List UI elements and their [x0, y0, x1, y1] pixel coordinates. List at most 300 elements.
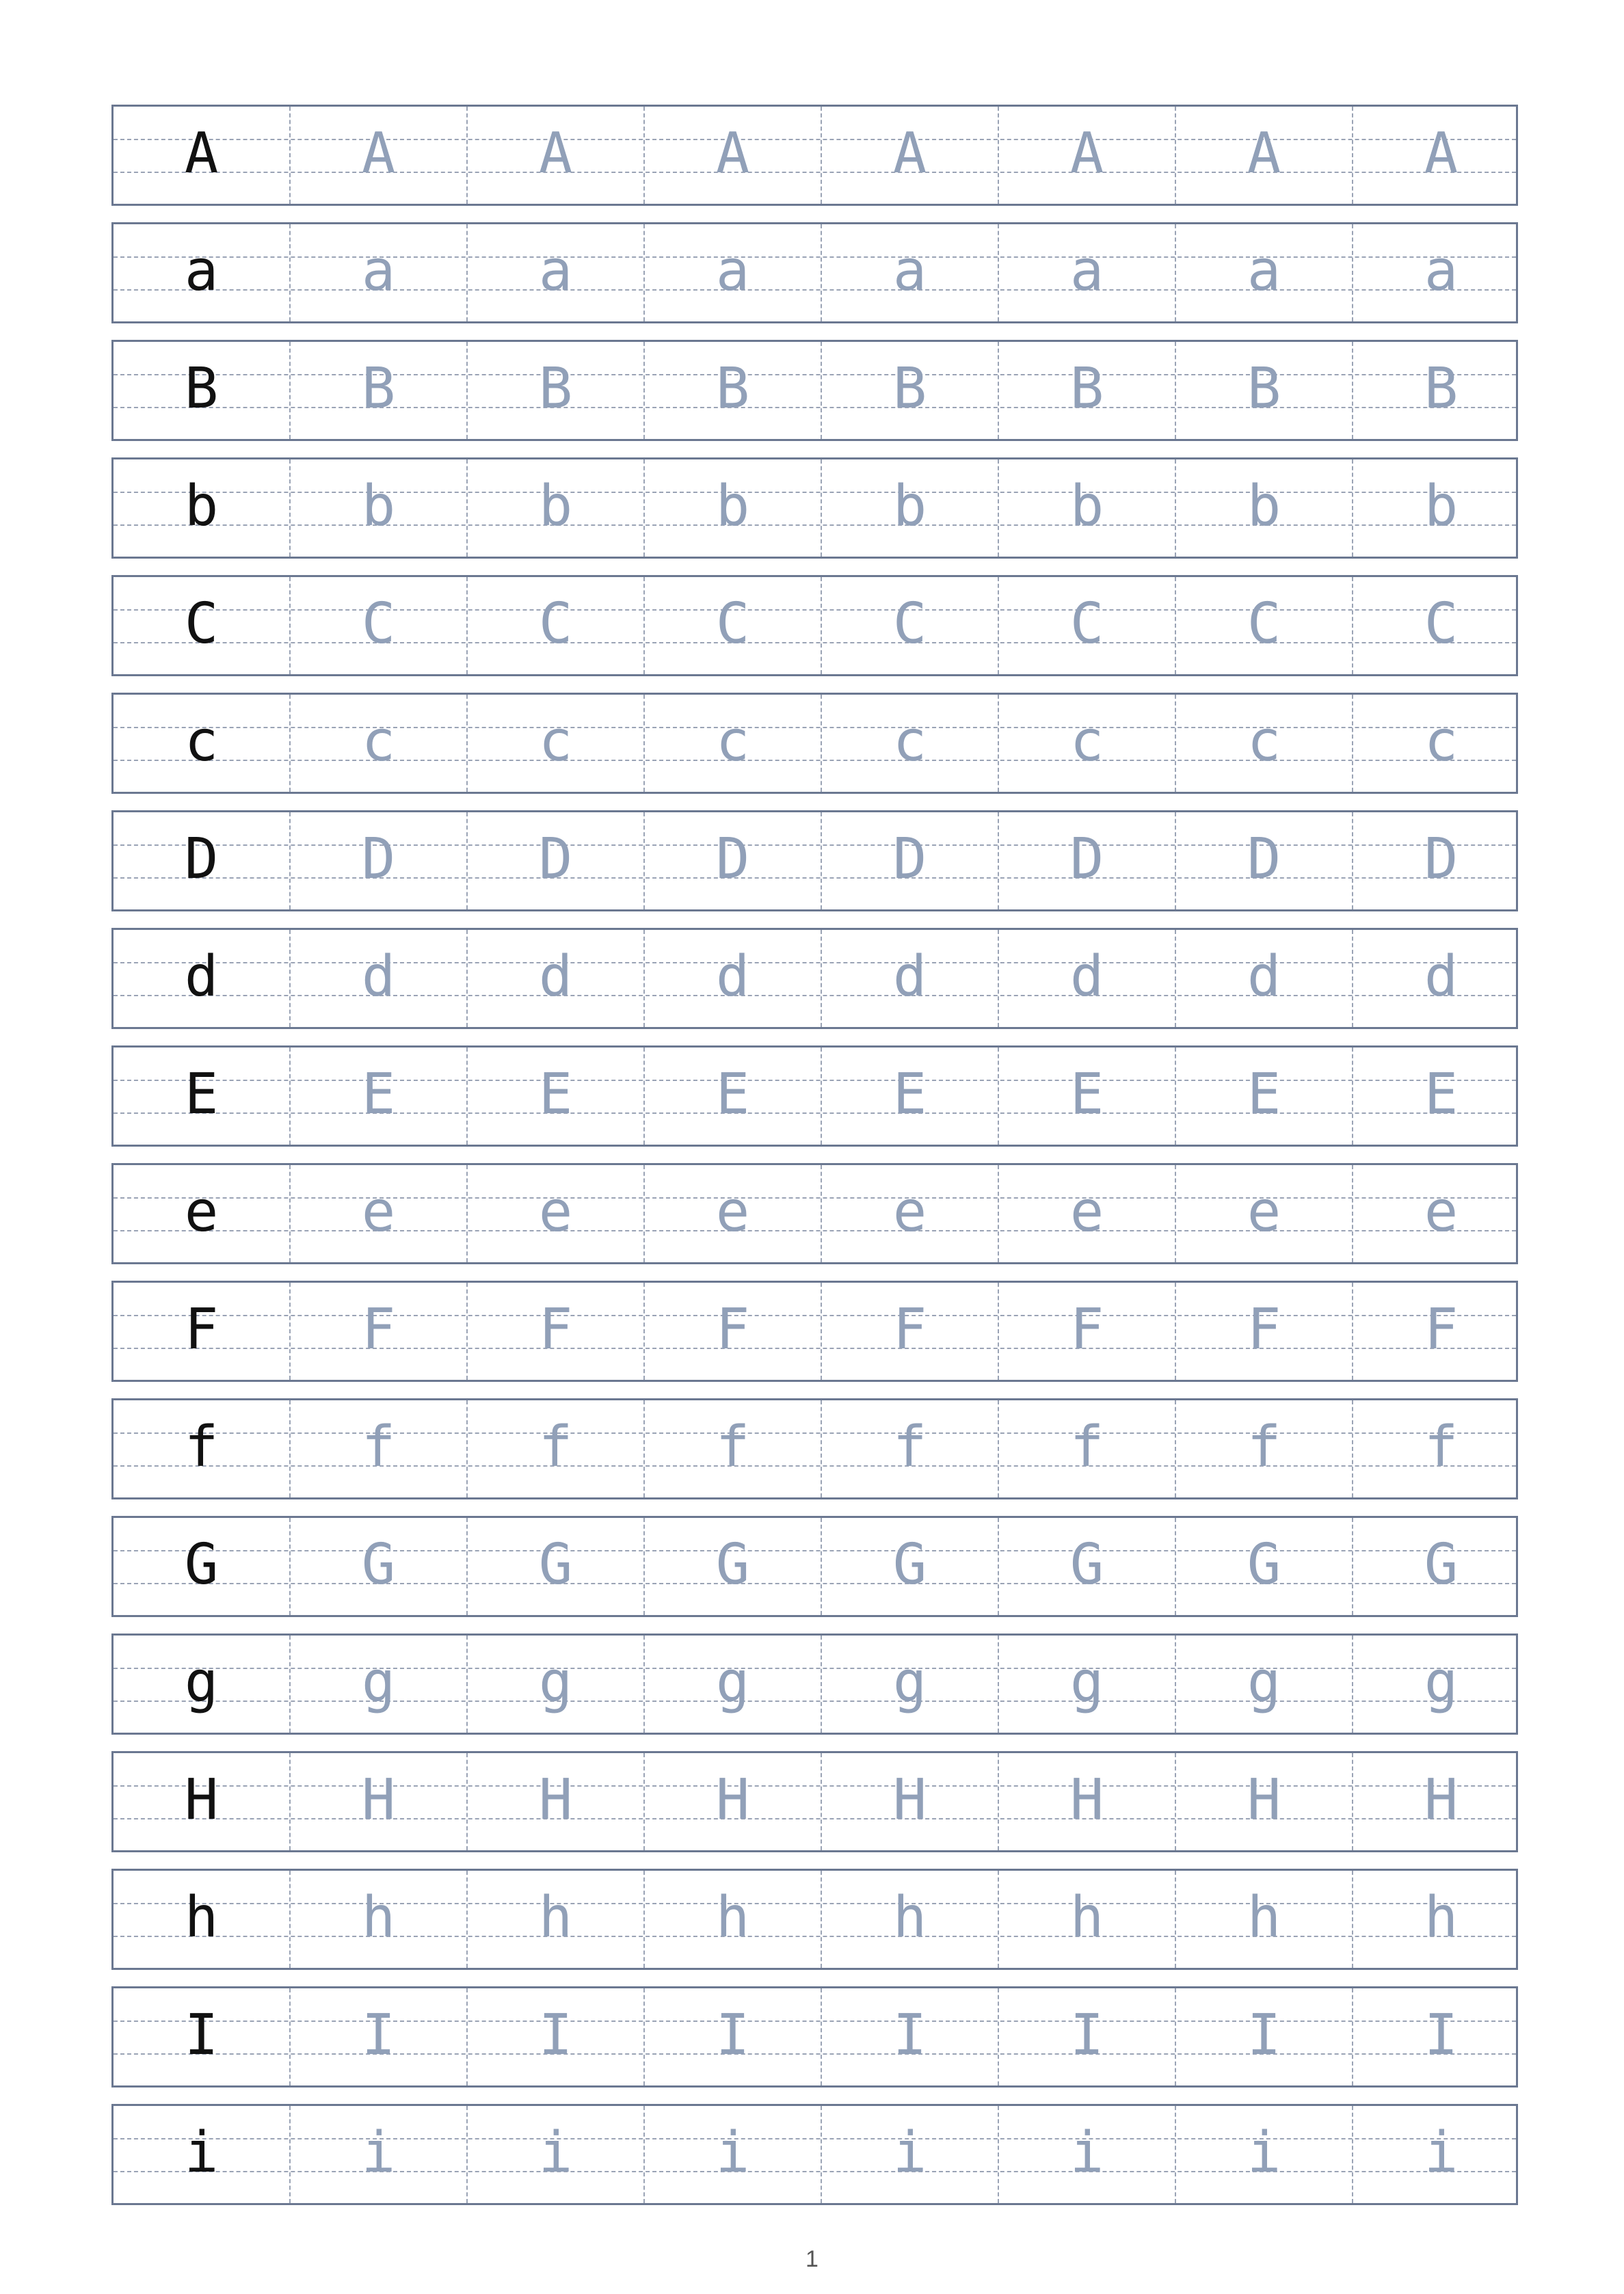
trace-letter: d — [1069, 944, 1104, 1009]
trace-letter: b — [1247, 474, 1281, 539]
model-letter-cell — [114, 2106, 289, 2203]
trace-letter-cell — [643, 577, 821, 674]
trace-letter-cell — [821, 1048, 998, 1145]
trace-letter-cell — [998, 1048, 1175, 1145]
trace-letter-cell — [466, 459, 643, 557]
trace-letter-cell — [466, 1871, 643, 1968]
trace-letter-cell — [1175, 2106, 1352, 2203]
trace-letter-cell — [1175, 930, 1352, 1027]
trace-letter-cell — [289, 930, 466, 1027]
worksheet-row — [111, 340, 1518, 441]
trace-letter: I — [1247, 2003, 1281, 2068]
trace-letter: b — [1069, 474, 1104, 539]
trace-letter: c — [715, 709, 750, 774]
model-letter: d — [184, 944, 219, 1009]
trace-letter-cell — [1175, 1283, 1352, 1380]
trace-letter: a — [715, 239, 750, 304]
trace-letter: I — [715, 2003, 750, 2068]
worksheet-row — [111, 1163, 1518, 1264]
worksheet-row — [111, 810, 1518, 911]
worksheet-row — [111, 222, 1518, 323]
model-letter-cell — [114, 1518, 289, 1615]
trace-letter: I — [1069, 2003, 1104, 2068]
model-letter: A — [184, 121, 219, 186]
trace-letter-cell — [821, 1636, 998, 1733]
trace-letter-cell — [1175, 1518, 1352, 1615]
trace-letter: d — [538, 944, 573, 1009]
trace-letter-cell — [643, 1400, 821, 1497]
trace-letter: B — [1069, 356, 1104, 421]
trace-letter: e — [538, 1179, 573, 1244]
trace-letter: E — [1247, 1062, 1281, 1127]
trace-letter: H — [892, 1768, 927, 1832]
model-letter: h — [184, 1885, 219, 1950]
trace-letter-cell — [1352, 2106, 1529, 2203]
trace-letter-cell — [1175, 459, 1352, 557]
trace-letter-cell — [998, 1165, 1175, 1262]
trace-letter-cell — [643, 1988, 821, 2085]
model-letter: G — [184, 1532, 219, 1597]
worksheet-row — [111, 1751, 1518, 1852]
trace-letter-cell — [998, 1518, 1175, 1615]
trace-letter: i — [1424, 2120, 1459, 2185]
trace-letter-cell — [998, 1636, 1175, 1733]
trace-letter: f — [1247, 1415, 1281, 1480]
trace-letter-cell — [466, 1988, 643, 2085]
trace-letter-cell — [1352, 1988, 1529, 2085]
trace-letter-cell — [289, 1048, 466, 1145]
worksheet-row — [111, 105, 1518, 206]
trace-letter: C — [1247, 591, 1281, 656]
trace-letter: f — [361, 1415, 396, 1480]
trace-letter: I — [1424, 2003, 1459, 2068]
trace-letter-cell — [466, 1165, 643, 1262]
trace-letter-cell — [1175, 1400, 1352, 1497]
trace-letter: c — [361, 709, 396, 774]
trace-letter: a — [361, 239, 396, 304]
trace-letter-cell — [1175, 1871, 1352, 1968]
trace-letter: D — [1069, 827, 1104, 892]
worksheet-row — [111, 693, 1518, 794]
worksheet-row — [111, 1633, 1518, 1735]
trace-letter-cell — [821, 695, 998, 792]
trace-letter-cell — [1352, 459, 1529, 557]
model-letter-cell — [114, 1165, 289, 1262]
trace-letter: i — [1069, 2120, 1104, 2185]
trace-letter: i — [1247, 2120, 1281, 2185]
trace-letter-cell — [1352, 930, 1529, 1027]
trace-letter-cell — [643, 224, 821, 321]
trace-letter: E — [361, 1062, 396, 1127]
trace-letter: a — [1069, 239, 1104, 304]
model-letter-cell — [114, 1400, 289, 1497]
trace-letter: f — [538, 1415, 573, 1480]
model-letter-cell — [114, 1871, 289, 1968]
trace-letter-cell — [466, 2106, 643, 2203]
trace-letter-cell — [821, 1518, 998, 1615]
model-letter-cell — [114, 1048, 289, 1145]
trace-letter: E — [715, 1062, 750, 1127]
trace-letter: f — [892, 1415, 927, 1480]
trace-letter-cell — [821, 1753, 998, 1850]
trace-letter-cell — [289, 1283, 466, 1380]
trace-letter: d — [1424, 944, 1459, 1009]
trace-letter: F — [361, 1297, 396, 1362]
trace-letter: B — [715, 356, 750, 421]
trace-letter: g — [1424, 1650, 1459, 1715]
trace-letter-cell — [1352, 1048, 1529, 1145]
trace-letter-cell — [1352, 695, 1529, 792]
trace-letter: a — [892, 239, 927, 304]
trace-letter-cell — [289, 1871, 466, 1968]
trace-letter: F — [538, 1297, 573, 1362]
trace-letter-cell — [289, 1636, 466, 1733]
trace-letter: C — [892, 591, 927, 656]
trace-letter-cell — [998, 2106, 1175, 2203]
trace-letter: c — [1424, 709, 1459, 774]
trace-letter: F — [1247, 1297, 1281, 1362]
trace-letter-cell — [1175, 812, 1352, 909]
trace-letter: b — [892, 474, 927, 539]
trace-letter-cell — [466, 1400, 643, 1497]
trace-letter: c — [1069, 709, 1104, 774]
trace-letter: G — [1424, 1532, 1459, 1597]
trace-letter-cell — [289, 459, 466, 557]
trace-letter: F — [1424, 1297, 1459, 1362]
trace-letter: h — [1069, 1885, 1104, 1950]
trace-letter: c — [1247, 709, 1281, 774]
model-letter: f — [184, 1415, 219, 1480]
trace-letter: G — [1247, 1532, 1281, 1597]
worksheet-row — [111, 1045, 1518, 1147]
trace-letter: H — [1247, 1768, 1281, 1832]
model-letter: a — [184, 239, 219, 304]
trace-letter: a — [1424, 239, 1459, 304]
trace-letter-cell — [289, 695, 466, 792]
trace-letter-cell — [466, 342, 643, 439]
trace-letter-cell — [466, 1283, 643, 1380]
trace-letter-cell — [998, 107, 1175, 204]
trace-letter-cell — [998, 459, 1175, 557]
trace-letter-cell — [998, 224, 1175, 321]
trace-letter: g — [1069, 1650, 1104, 1715]
worksheet-row — [111, 928, 1518, 1029]
trace-letter: d — [361, 944, 396, 1009]
trace-letter-cell — [1175, 1636, 1352, 1733]
model-letter-cell — [114, 695, 289, 792]
trace-letter-cell — [466, 1753, 643, 1850]
trace-letter-cell — [466, 1636, 643, 1733]
trace-letter-cell — [643, 1871, 821, 1968]
model-letter-cell — [114, 1988, 289, 2085]
trace-letter-cell — [289, 2106, 466, 2203]
model-letter: C — [184, 591, 219, 656]
trace-letter: I — [361, 2003, 396, 2068]
trace-letter: H — [715, 1768, 750, 1832]
trace-letter: B — [538, 356, 573, 421]
trace-letter-cell — [466, 577, 643, 674]
trace-letter: B — [361, 356, 396, 421]
trace-letter-cell — [1352, 577, 1529, 674]
trace-letter: f — [715, 1415, 750, 1480]
trace-letter-cell — [1175, 1165, 1352, 1262]
trace-letter: B — [1424, 356, 1459, 421]
trace-letter: c — [538, 709, 573, 774]
trace-letter: I — [892, 2003, 927, 2068]
trace-letter-cell — [289, 1753, 466, 1850]
trace-letter-cell — [1175, 577, 1352, 674]
trace-letter: b — [361, 474, 396, 539]
trace-letter-cell — [466, 1048, 643, 1145]
trace-letter-cell — [466, 695, 643, 792]
trace-letter-cell — [289, 342, 466, 439]
trace-letter: i — [715, 2120, 750, 2185]
trace-letter-cell — [821, 1165, 998, 1262]
model-letter-cell — [114, 1283, 289, 1380]
trace-letter: h — [715, 1885, 750, 1950]
trace-letter: D — [1247, 827, 1281, 892]
trace-letter: B — [1247, 356, 1281, 421]
trace-letter: G — [892, 1532, 927, 1597]
trace-letter-cell — [643, 1283, 821, 1380]
worksheet-row — [111, 575, 1518, 676]
model-letter-cell — [114, 107, 289, 204]
trace-letter-cell — [289, 1518, 466, 1615]
trace-letter: i — [892, 2120, 927, 2185]
trace-letter: D — [715, 827, 750, 892]
trace-letter-cell — [1175, 1988, 1352, 2085]
trace-letter: C — [538, 591, 573, 656]
trace-letter: a — [1247, 239, 1281, 304]
trace-letter-cell — [821, 107, 998, 204]
model-letter-cell — [114, 930, 289, 1027]
trace-letter-cell — [1352, 1283, 1529, 1380]
trace-letter: E — [892, 1062, 927, 1127]
trace-letter: e — [361, 1179, 396, 1244]
trace-letter-cell — [821, 1400, 998, 1497]
trace-letter-cell — [1175, 107, 1352, 204]
trace-letter-cell — [289, 1988, 466, 2085]
trace-letter: i — [361, 2120, 396, 2185]
worksheet-row — [111, 1516, 1518, 1617]
trace-letter-cell — [643, 930, 821, 1027]
trace-letter-cell — [1352, 1165, 1529, 1262]
trace-letter: e — [1424, 1179, 1459, 1244]
trace-letter-cell — [643, 695, 821, 792]
trace-letter-cell — [466, 107, 643, 204]
trace-letter-cell — [998, 342, 1175, 439]
trace-letter-cell — [289, 1400, 466, 1497]
trace-letter: A — [715, 121, 750, 186]
trace-letter: h — [892, 1885, 927, 1950]
trace-letter-cell — [821, 1283, 998, 1380]
trace-letter: H — [361, 1768, 396, 1832]
trace-letter: C — [1424, 591, 1459, 656]
trace-letter: i — [538, 2120, 573, 2185]
model-letter: D — [184, 827, 219, 892]
trace-letter: g — [361, 1650, 396, 1715]
trace-letter: f — [1069, 1415, 1104, 1480]
trace-letter-cell — [466, 224, 643, 321]
trace-letter: D — [892, 827, 927, 892]
trace-letter-cell — [821, 2106, 998, 2203]
trace-letter: g — [892, 1650, 927, 1715]
trace-letter: B — [892, 356, 927, 421]
trace-letter-cell — [289, 577, 466, 674]
worksheet-row — [111, 2104, 1518, 2205]
trace-letter-cell — [998, 695, 1175, 792]
trace-letter: G — [538, 1532, 573, 1597]
trace-letter-cell — [289, 812, 466, 909]
model-letter: E — [184, 1062, 219, 1127]
trace-letter-cell — [1352, 1636, 1529, 1733]
trace-letter: e — [715, 1179, 750, 1244]
trace-letter-cell — [643, 459, 821, 557]
trace-letter: g — [715, 1650, 750, 1715]
model-letter-cell — [114, 812, 289, 909]
trace-letter-cell — [1352, 107, 1529, 204]
trace-letter-cell — [289, 224, 466, 321]
trace-letter-cell — [466, 812, 643, 909]
trace-letter-cell — [1175, 1753, 1352, 1850]
trace-letter: G — [361, 1532, 396, 1597]
trace-letter-cell — [998, 930, 1175, 1027]
trace-letter-cell — [821, 224, 998, 321]
trace-letter: A — [361, 121, 396, 186]
model-letter: c — [184, 709, 219, 774]
trace-letter-cell — [1175, 342, 1352, 439]
model-letter: H — [184, 1768, 219, 1832]
trace-letter: F — [892, 1297, 927, 1362]
trace-letter: H — [1424, 1768, 1459, 1832]
trace-letter: h — [538, 1885, 573, 1950]
trace-letter: e — [892, 1179, 927, 1244]
model-letter-cell — [114, 1636, 289, 1733]
trace-letter-cell — [821, 930, 998, 1027]
worksheet-row — [111, 1398, 1518, 1499]
trace-letter: A — [1424, 121, 1459, 186]
trace-letter-cell — [466, 930, 643, 1027]
trace-letter: g — [1247, 1650, 1281, 1715]
trace-letter: E — [1424, 1062, 1459, 1127]
trace-letter-cell — [643, 1753, 821, 1850]
model-letter: F — [184, 1297, 219, 1362]
trace-letter: h — [1424, 1885, 1459, 1950]
worksheet-row — [111, 1869, 1518, 1970]
trace-letter-cell — [998, 812, 1175, 909]
trace-letter-cell — [1352, 1518, 1529, 1615]
trace-letter: F — [1069, 1297, 1104, 1362]
trace-letter-cell — [821, 459, 998, 557]
model-letter-cell — [114, 459, 289, 557]
trace-letter: D — [361, 827, 396, 892]
trace-letter-cell — [1352, 1400, 1529, 1497]
model-letter: g — [184, 1650, 219, 1715]
trace-letter: F — [715, 1297, 750, 1362]
worksheet-row — [111, 457, 1518, 559]
trace-letter: c — [892, 709, 927, 774]
model-letter: e — [184, 1179, 219, 1244]
model-letter: i — [184, 2120, 219, 2185]
trace-letter-cell — [289, 1165, 466, 1262]
trace-letter-cell — [1352, 1871, 1529, 1968]
trace-letter: C — [361, 591, 396, 656]
model-letter-cell — [114, 577, 289, 674]
trace-letter: d — [715, 944, 750, 1009]
trace-letter: e — [1069, 1179, 1104, 1244]
trace-letter: E — [1069, 1062, 1104, 1127]
trace-letter-cell — [1352, 812, 1529, 909]
trace-letter: h — [1247, 1885, 1281, 1950]
model-letter: B — [184, 356, 219, 421]
trace-letter: E — [538, 1062, 573, 1127]
trace-letter: d — [892, 944, 927, 1009]
trace-letter: b — [1424, 474, 1459, 539]
worksheet-row — [111, 1281, 1518, 1382]
trace-letter-cell — [643, 2106, 821, 2203]
trace-letter-cell — [643, 107, 821, 204]
trace-letter: A — [1247, 121, 1281, 186]
trace-letter: C — [1069, 591, 1104, 656]
trace-letter: b — [538, 474, 573, 539]
trace-letter-cell — [821, 812, 998, 909]
trace-letter-cell — [643, 1048, 821, 1145]
trace-letter-cell — [466, 1518, 643, 1615]
trace-letter: A — [892, 121, 927, 186]
page-number: 1 — [806, 2246, 818, 2272]
trace-letter: G — [1069, 1532, 1104, 1597]
trace-letter-cell — [821, 577, 998, 674]
trace-letter: A — [1069, 121, 1104, 186]
trace-letter: b — [715, 474, 750, 539]
trace-letter-cell — [998, 1283, 1175, 1380]
trace-letter-cell — [643, 1165, 821, 1262]
trace-letter-cell — [821, 1988, 998, 2085]
trace-letter-cell — [821, 1871, 998, 1968]
model-letter-cell — [114, 224, 289, 321]
model-letter: I — [184, 2003, 219, 2068]
trace-letter: a — [538, 239, 573, 304]
trace-letter: e — [1247, 1179, 1281, 1244]
trace-letter-cell — [998, 1753, 1175, 1850]
trace-letter-cell — [998, 1871, 1175, 1968]
trace-letter-cell — [821, 342, 998, 439]
trace-letter-cell — [1352, 224, 1529, 321]
trace-letter-cell — [1352, 342, 1529, 439]
trace-letter-cell — [289, 107, 466, 204]
model-letter-cell — [114, 1753, 289, 1850]
trace-letter-cell — [643, 812, 821, 909]
trace-letter: D — [1424, 827, 1459, 892]
trace-letter-cell — [643, 342, 821, 439]
trace-letter: h — [361, 1885, 396, 1950]
trace-letter: f — [1424, 1415, 1459, 1480]
trace-letter-cell — [998, 577, 1175, 674]
trace-letter: d — [1247, 944, 1281, 1009]
trace-letter: H — [1069, 1768, 1104, 1832]
trace-letter-cell — [1175, 224, 1352, 321]
trace-letter-cell — [1352, 1753, 1529, 1850]
trace-letter-cell — [998, 1988, 1175, 2085]
trace-letter-cell — [643, 1518, 821, 1615]
trace-letter-cell — [1175, 695, 1352, 792]
trace-letter: A — [538, 121, 573, 186]
trace-letter-cell — [1175, 1048, 1352, 1145]
worksheet-row — [111, 1986, 1518, 2088]
trace-letter-cell — [998, 1400, 1175, 1497]
trace-letter: H — [538, 1768, 573, 1832]
model-letter-cell — [114, 342, 289, 439]
